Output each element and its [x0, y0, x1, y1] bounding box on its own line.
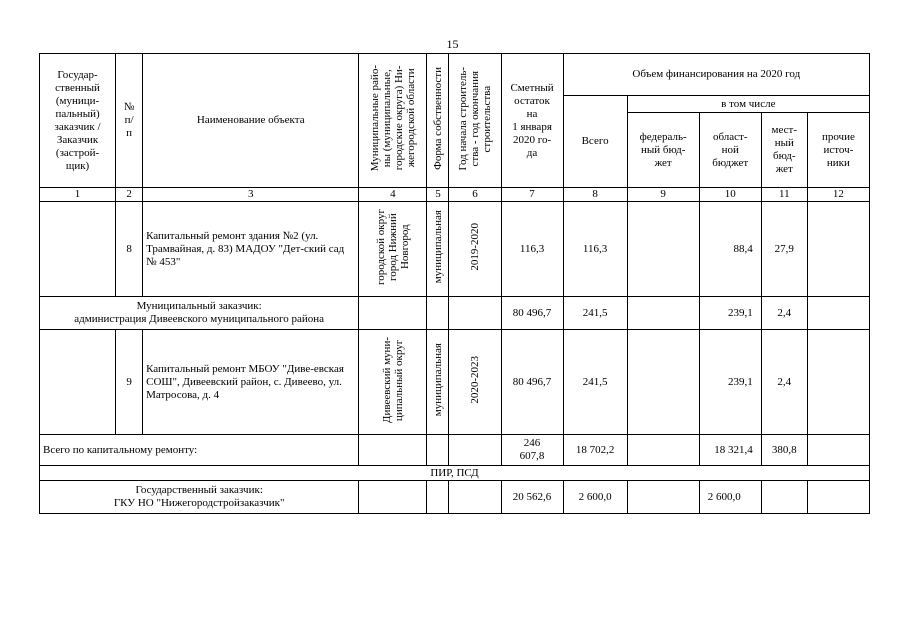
cell-regional: 2 600,0	[699, 481, 761, 514]
col-number: 10	[699, 188, 761, 202]
header-local: мест- ный бюд- жет	[761, 113, 807, 188]
header-num: № п/ п	[116, 54, 143, 188]
cell-total: 2 600,0	[563, 481, 627, 514]
cell-regional: 239,1	[699, 297, 761, 330]
cell-total: 116,3	[563, 202, 627, 297]
header-ownership: Форма собственности	[427, 54, 449, 188]
customer-row-diveevo	[40, 297, 870, 330]
cell-federal	[627, 202, 699, 297]
header-object-name: Наименование объекта	[143, 54, 359, 188]
header-regional: област- ной бюджет	[699, 113, 761, 188]
header-total: Всего	[563, 96, 627, 188]
cell-regional: 88,4	[699, 202, 761, 297]
header-federal: федераль- ный бюд- жет	[627, 113, 699, 188]
cell-district: Дивеевский муни- ципальный округ	[359, 330, 427, 435]
table-row-8	[40, 202, 870, 297]
customer-row-gku	[40, 481, 870, 514]
cell-local: 27,9	[761, 202, 807, 297]
cell-district: городской округ город Нижний Новгород	[359, 202, 427, 297]
cell-total: 18 702,2	[563, 435, 627, 466]
header-customer: Государ- ственный (муници- пальный) заказчик / Заказчик (застрой- щик)	[40, 54, 116, 188]
col-number: 11	[761, 188, 807, 202]
col-number: 12	[807, 188, 869, 202]
cell-total: 241,5	[563, 330, 627, 435]
header-other: прочие источ- ники	[807, 113, 869, 188]
header-including: в том числе	[627, 96, 869, 113]
cell-other	[807, 202, 869, 297]
cell-local: 380,8	[761, 435, 807, 466]
col-number: 5	[427, 188, 449, 202]
financing-table	[39, 53, 870, 514]
cell-ownership: муниципальная	[427, 202, 449, 297]
total-label: Всего по капитальному ремонту:	[40, 435, 359, 466]
cell-num: 9	[116, 330, 143, 435]
section-row	[40, 466, 870, 481]
cell-years: 2019-2020	[449, 202, 501, 297]
cell-local: 2,4	[761, 330, 807, 435]
header-financing: Объем финансирования на 2020 год	[563, 54, 869, 96]
cell-regional: 18 321,4	[699, 435, 761, 466]
cell-local: 2,4	[761, 297, 807, 330]
total-row	[40, 435, 870, 466]
col-number: 8	[563, 188, 627, 202]
cell-regional: 239,1	[699, 330, 761, 435]
page-number: 15	[446, 37, 459, 51]
col-number: 9	[627, 188, 699, 202]
cell-object-name: Капитальный ремонт МБОУ "Диве-евская СОШ", Дивеевский район, с. Дивеево, ул. Матросова, д. 4	[143, 330, 359, 435]
col-number: 1	[40, 188, 116, 202]
section-title: ПИР, ПСД	[40, 466, 870, 481]
col-number: 7	[501, 188, 563, 202]
cell-total: 241,5	[563, 297, 627, 330]
col-number: 3	[143, 188, 359, 202]
header-years: Год начала строитель- ства - год окончания строительства	[449, 54, 501, 188]
col-number: 6	[449, 188, 501, 202]
header-estimate: Сметный остаток на 1 января 2020 го- да	[501, 54, 563, 188]
cell-estimate: 20 562,6	[501, 481, 563, 514]
table-row-9	[40, 330, 870, 435]
cell-ownership: муниципальная	[427, 330, 449, 435]
cell-customer	[40, 330, 116, 435]
cell-num: 8	[116, 202, 143, 297]
cell-estimate: 246 607,8	[501, 435, 563, 466]
customer-label: Государственный заказчик: ГКУ НО "Нижегородстройзаказчик"	[40, 481, 359, 514]
cell-estimate: 80 496,7	[501, 330, 563, 435]
col-number: 2	[116, 188, 143, 202]
cell-years: 2020-2023	[449, 330, 501, 435]
customer-label: Муниципальный заказчик: администрация Дивеевского муниципального района	[40, 297, 359, 330]
col-number: 4	[359, 188, 427, 202]
cell-estimate: 116,3	[501, 202, 563, 297]
header-district: Муниципальные райо- ны (муниципальные, городские округа) Ни- жегородской области	[359, 54, 427, 188]
cell-object-name: Капитальный ремонт здания №2 (ул. Трамвайная, д. 83) МАДОУ "Дет-ский сад № 453"	[143, 202, 359, 297]
cell-customer	[40, 202, 116, 297]
column-number-row	[40, 188, 870, 202]
cell-estimate: 80 496,7	[501, 297, 563, 330]
